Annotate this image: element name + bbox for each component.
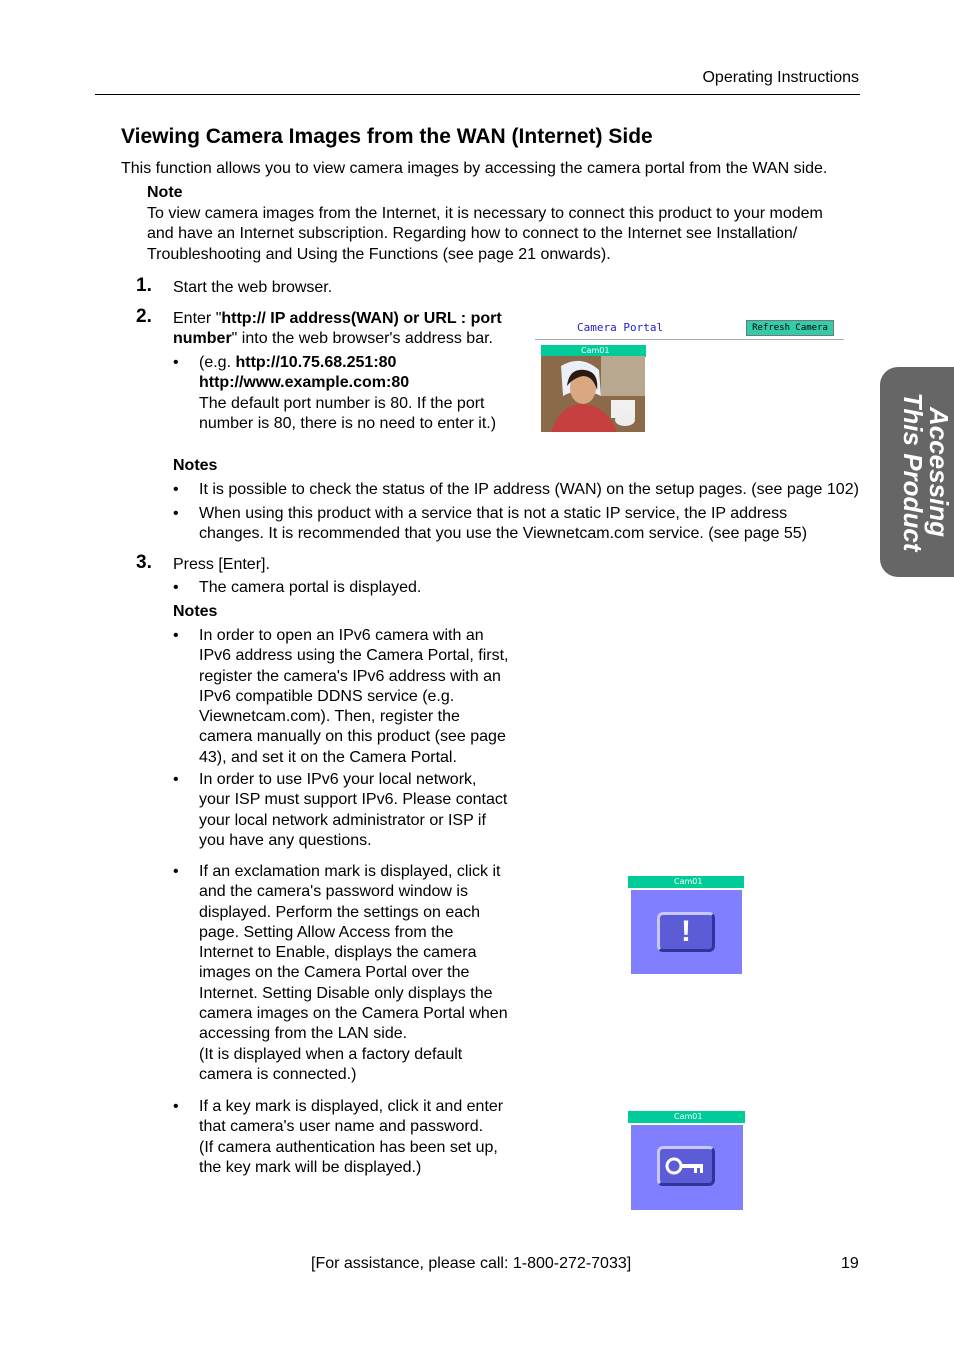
side-tab-line1: Accessing [924, 406, 954, 538]
section-side-tab [880, 367, 954, 577]
step-2-note-2: • When using this product with a service that is not a static IP service, the IP address changes. It is recommended that you use the Viewnetcam.com service. (see page 55) [199, 504, 807, 545]
note-heading: Note [147, 184, 183, 201]
portal-divider [535, 339, 844, 340]
step-2-text: Enter "http:// IP address(WAN) or URL : port number" into the web browser's address bar. [173, 310, 502, 348]
camera-status-box [631, 890, 742, 974]
refresh-camera-button[interactable]: Refresh Camera [746, 320, 834, 336]
page-number: 19 [841, 1255, 859, 1272]
key-icon[interactable] [657, 1146, 715, 1186]
step-1-number: 1. [136, 275, 152, 296]
exclamation-note: • If an exclamation mark is displayed, click it and the camera's password window is displayed. Perform the settings on each page. Setting Allow Access from the Internet to Enable, displays the camera images on the Camera Portal over the Internet. Setting Disable only displays the camera images on the Camera Portal when accessing from the LAN side. (It is displayed when a factory default camera is connected.) [199, 862, 519, 1085]
cam-label: Cam01 [628, 1111, 745, 1123]
step-3-bullet: • The camera portal is displayed. [199, 578, 421, 598]
cam-label: Cam01 [541, 345, 646, 357]
isp-note: • In order to use IPv6 your local network, your ISP must support IPv6. Please contact your local network administrator or ISP if you have any questions. [199, 770, 519, 851]
header-rule [95, 94, 860, 95]
step-3-number: 3. [136, 552, 152, 573]
step-2-number: 2. [136, 306, 152, 327]
step-2-notes-heading: Notes [173, 457, 218, 474]
side-tab-line2: This Product [898, 392, 928, 552]
step-3-text: Press [Enter]. [173, 556, 270, 573]
step-1-text: Start the web browser. [173, 279, 333, 296]
doc-header-label: Operating Instructions [702, 69, 859, 86]
exclamation-screenshot [628, 876, 744, 976]
step-2-example: • (e.g. http://10.75.68.251:80 http://www.example.com:80 The default port number is 80. If the port number is 80, there is no need to enter it.) [199, 353, 519, 434]
key-note: • If a key mark is displayed, click it and enter that camera's user name and password. (If camera authentication has been set up, the key mark will be displayed.) [199, 1097, 519, 1178]
step-2-note-1: • It is possible to check the status of the IP address (WAN) on the setup pages. (see page 102) [199, 480, 859, 500]
key-screenshot [628, 1111, 746, 1211]
ipv6-note: • In order to open an IPv6 camera with an IPv6 address using the Camera Portal, first, register the camera's IPv6 address with an IPv6 compatible DDNS service (e.g. Viewnetcam.com). Then, register the camera manually on this product (see page 43), and set it on the Camera Portal. [199, 626, 519, 768]
footer-assistance: [For assistance, please call: 1-800-272-7033] [311, 1255, 632, 1272]
intro-text: This function allows you to view camera images by accessing the camera portal from the WAN side. [121, 160, 828, 177]
camera-portal-screenshot [535, 316, 845, 440]
camera-image-thumbnail[interactable] [541, 356, 645, 432]
step-3-notes-heading: Notes [173, 603, 218, 620]
section-title: Viewing Camera Images from the WAN (Internet) Side [121, 125, 653, 148]
camera-status-box [631, 1125, 743, 1210]
cam-label: Cam01 [628, 876, 744, 888]
note-text: To view camera images from the Internet, it is necessary to connect this product to your modem and have an Internet subscription. Regarding how to connect to the Internet see Installation/ Troubleshooting and Using the Functions (see page 21 onwards). [147, 205, 823, 263]
exclamation-icon[interactable]: ! [657, 912, 715, 952]
portal-title: Camera Portal [577, 321, 664, 334]
